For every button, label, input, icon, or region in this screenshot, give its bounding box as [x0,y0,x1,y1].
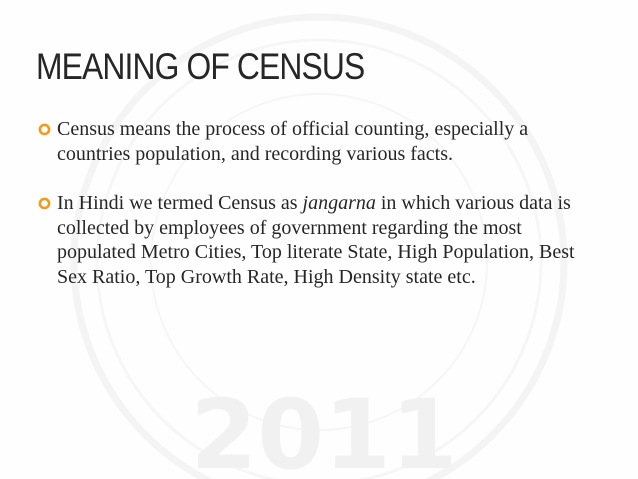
hindi-term: jangarna [302,192,376,214]
hollow-circle-bullet-icon [38,123,51,136]
bullet-text: Census means the process of official counting, especially a countries population, and recording various facts. [57,118,529,165]
bullet-text-before-term: In Hindi we termed Census as [57,192,303,214]
bullet-list [36,117,596,289]
bullet-text-after-term: in which various data is collected by employees of government regarding the most populated Metro Cities, Top literate State, High Population, Best Sex Ratio, Top Growth Rate, High Density state etc. [57,192,575,288]
bullet-item-hindi-term [36,191,596,289]
bullet-item-census-meaning [36,117,596,166]
slide-title: MEANING OF CENSUS [36,46,365,87]
watermark-year: 2011 [190,379,458,479]
hollow-circle-bullet-icon [38,197,51,210]
